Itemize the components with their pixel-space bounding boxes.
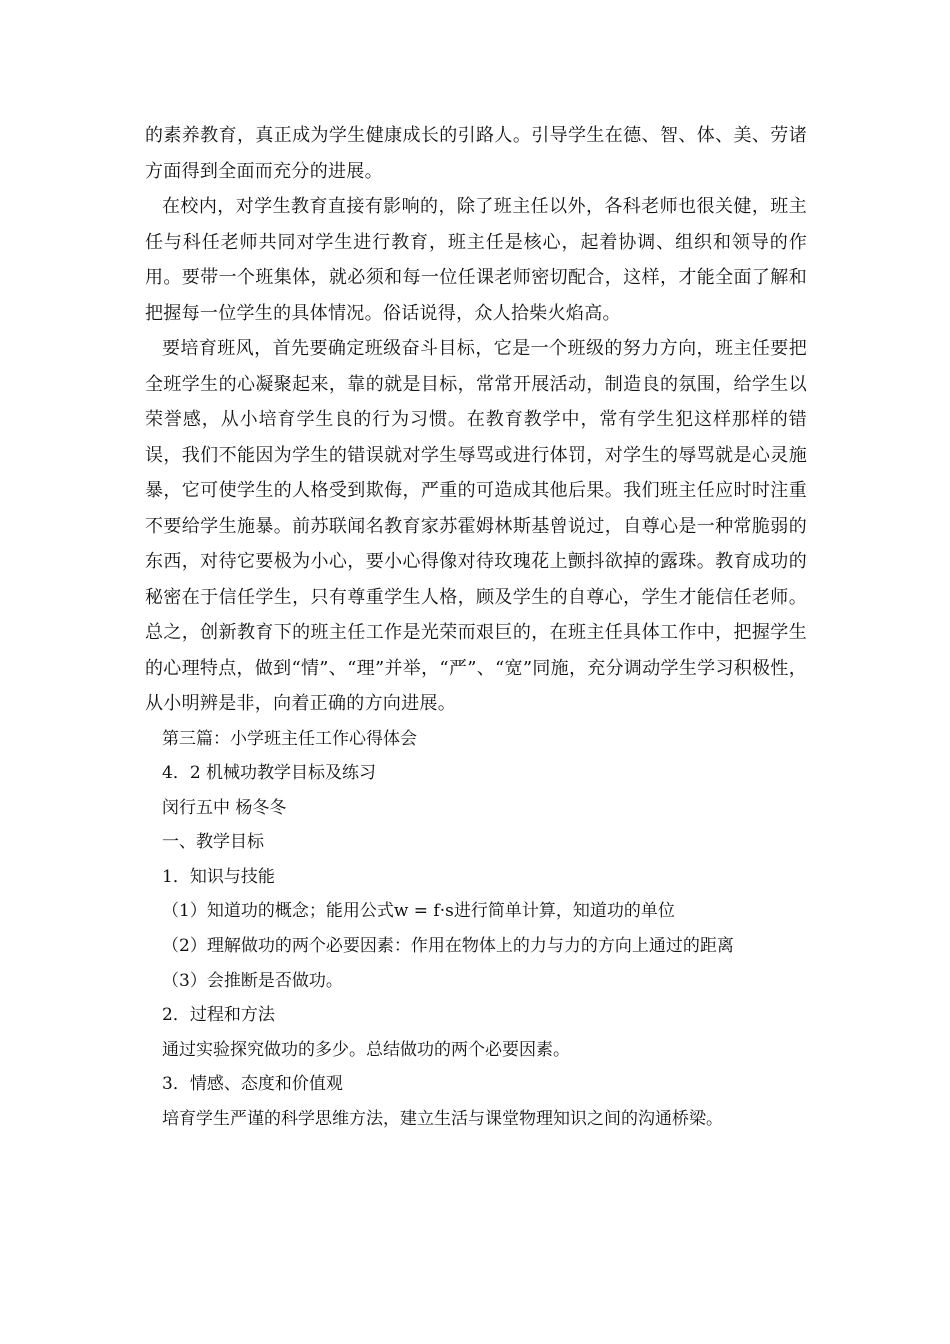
process-method-text: 通过实验探究做功的多少。总结做功的两个必要因素。	[162, 1039, 570, 1060]
goals-heading: 一、教学目标	[162, 832, 264, 853]
document-page	[145, 118, 807, 1137]
knowledge-skills-heading: 1．知识与技能	[162, 866, 275, 887]
lesson-title: 4．2 机械功教学目标及练习	[162, 763, 377, 784]
section-title: 第三篇：小学班主任工作心得体会	[162, 728, 417, 749]
author-line: 闵行五中 杨冬冬	[162, 797, 287, 818]
process-method-heading: 2．过程和方法	[162, 1005, 275, 1026]
knowledge-item-1: （1）知道功的概念；能用公式w = f·s进行简单计算，知道功的单位	[162, 901, 675, 922]
paragraph-continuation: 的素养教育，真正成为学生健康成长的引路人。引导学生在德、智、体、美、劳诸方面得到全面而充分的进展。	[145, 125, 807, 182]
knowledge-item-3: （3）会推断是否做功。	[162, 970, 343, 991]
knowledge-item-2: （2）理解做功的两个必要因素：作用在物体上的力与力的方向上通过的距离	[162, 936, 734, 957]
emotion-values-text: 培育学生严谨的科学思维方法，建立生活与课堂物理知识之间的沟通桥梁。	[162, 1109, 723, 1130]
paragraph-class-spirit: 要培育班风，首先要确定班级奋斗目标，它是一个班级的努力方向，班主任要把全班学生的心凝聚起来，靠的就是目标，常常开展活动，制造良的氛围，给学生以荣誉感，从小培育学生良的行为习惯。在教育教学中，常有学生犯这样那样的错误，我们不能因为学生的错误就对学生辱骂或进行体罚，对学生的辱骂就是心灵施暴，它可使学生的人格受到欺侮，严重的可造成其他后果。我们班主任应时时注重不要给学生施暴。前苏联闻名教育家苏霍姆林斯基曾说过，自尊心是一种常脆弱的东西，对待它要极为小心，要小心得像对待玫瑰花上颤抖欲掉的露珠。教育成功的秘密在于信任学生，只有尊重学生人格，顾及学生的自尊心，学生才能信任老师。总之，创新教育下的班主任工作是光荣而艰巨的，在班主任具体工作中，把握学生的心理特点，做到“情”、“理”并举，“严”、“宽”同施，充分调动学生学习积极性，从小明辨是非，向着正确的方向进展。	[145, 338, 807, 714]
lesson-section	[145, 722, 807, 1137]
emotion-values-heading: 3．情感、态度和价值观	[162, 1074, 343, 1095]
paragraph-teacher-cooperation: 在校内，对学生教育直接有影响的，除了班主任以外，各科老师也很关健，班主任与科任老师共同对学生进行教育，班主任是核心，起着协调、组织和领导的作用。要带一个班集体，就必须和每一位任课老师密切配合，这样，才能全面了解和把握每一位学生的具体情况。俗话说得，众人拾柴火焰高。	[145, 196, 807, 324]
